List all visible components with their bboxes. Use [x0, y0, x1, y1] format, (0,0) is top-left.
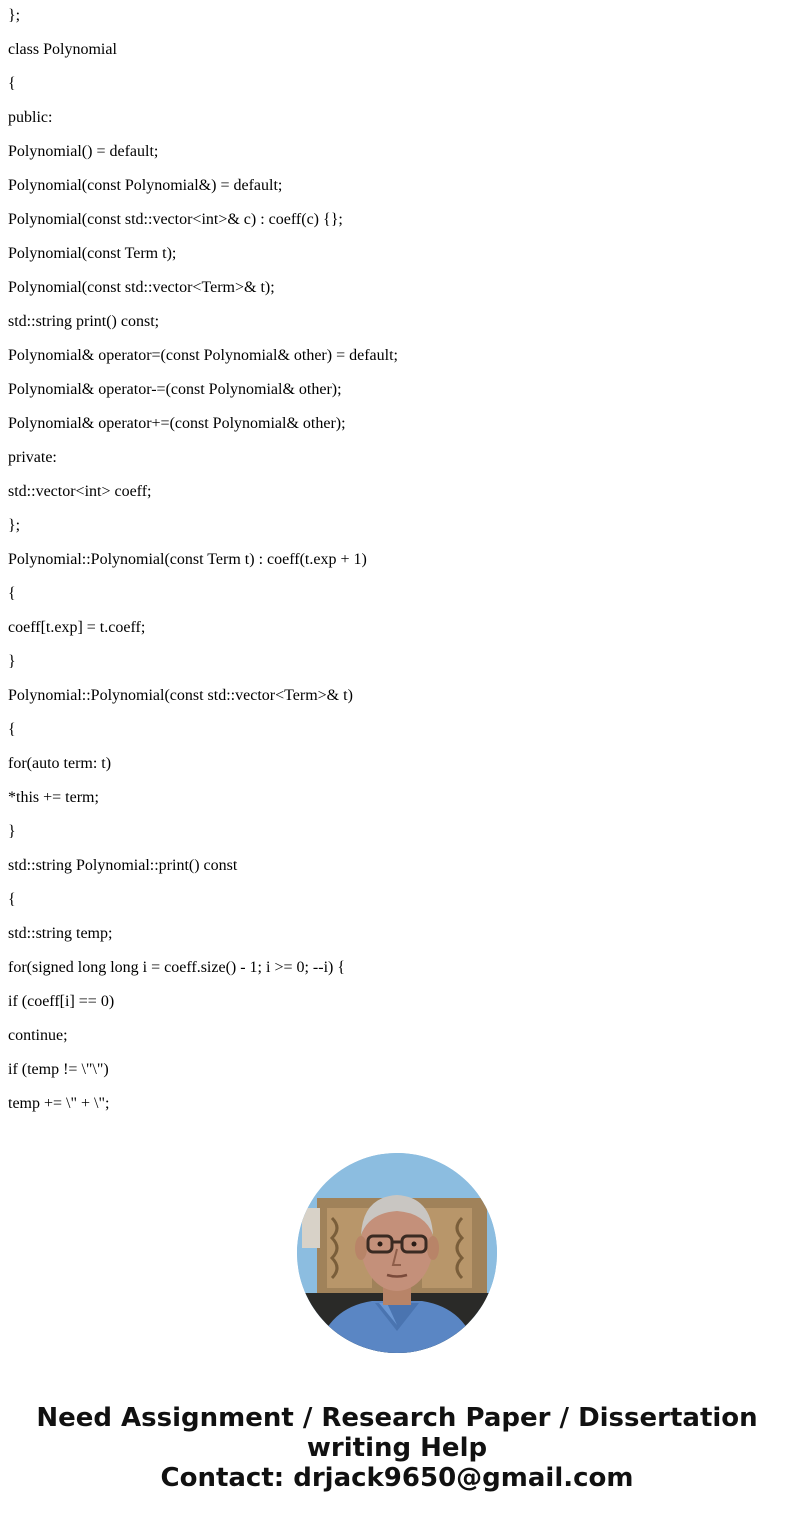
code-line: coeff[t.exp] = t.coeff;: [8, 619, 146, 636]
code-line: {: [8, 75, 16, 92]
contact-banner: [0, 1403, 794, 1493]
code-line: Polynomial(const Term t);: [8, 245, 177, 262]
banner-line: Need Assignment / Research Paper / Dissertation: [36, 1403, 758, 1433]
code-line: continue;: [8, 1027, 68, 1044]
code-line: if (coeff[i] == 0): [8, 993, 115, 1010]
contact-email: Contact: drjack9650@gmail.com: [160, 1463, 634, 1493]
code-line: {: [8, 721, 16, 738]
code-line: if (temp != \"\"): [8, 1061, 109, 1078]
code-line: Polynomial() = default;: [8, 143, 159, 160]
code-line: Polynomial& operator+=(const Polynomial& other);: [8, 415, 346, 432]
code-line: Polynomial& operator-=(const Polynomial& other);: [8, 381, 342, 398]
code-line: public:: [8, 109, 53, 126]
code-line: for(auto term: t): [8, 755, 112, 772]
code-line: Polynomial::Polynomial(const std::vector<Term>& t): [8, 687, 353, 704]
code-line: *this += term;: [8, 789, 99, 806]
code-line: private:: [8, 449, 57, 466]
code-line: std::vector<int> coeff;: [8, 483, 152, 500]
code-line: Polynomial(const std::vector<Term>& t);: [8, 279, 275, 296]
code-line: {: [8, 891, 16, 908]
code-line: Polynomial(const std::vector<int>& c) : coeff(c) {};: [8, 211, 343, 228]
code-line: class Polynomial: [8, 41, 117, 58]
code-line: Polynomial::Polynomial(const Term t) : coeff(t.exp + 1): [8, 551, 367, 568]
code-line: };: [8, 517, 21, 534]
code-line: for(signed long long i = coeff.size() - 1; i >= 0; --i) {: [8, 959, 346, 976]
code-line: std::string temp;: [8, 925, 113, 942]
code-line: Polynomial& operator=(const Polynomial& other) = default;: [8, 347, 398, 364]
code-line: }: [8, 653, 16, 670]
code-line: };: [8, 7, 21, 24]
author-photo-illustration: [297, 1153, 497, 1353]
code-listing: [8, 0, 788, 1129]
author-photo: [297, 1153, 497, 1353]
code-line: std::string Polynomial::print() const: [8, 857, 238, 874]
code-line: std::string print() const;: [8, 313, 160, 330]
code-line: {: [8, 585, 16, 602]
code-line: }: [8, 823, 16, 840]
banner-line: writing Help: [306, 1433, 488, 1463]
code-line: temp += \" + \";: [8, 1095, 110, 1112]
code-line: Polynomial(const Polynomial&) = default;: [8, 177, 283, 194]
